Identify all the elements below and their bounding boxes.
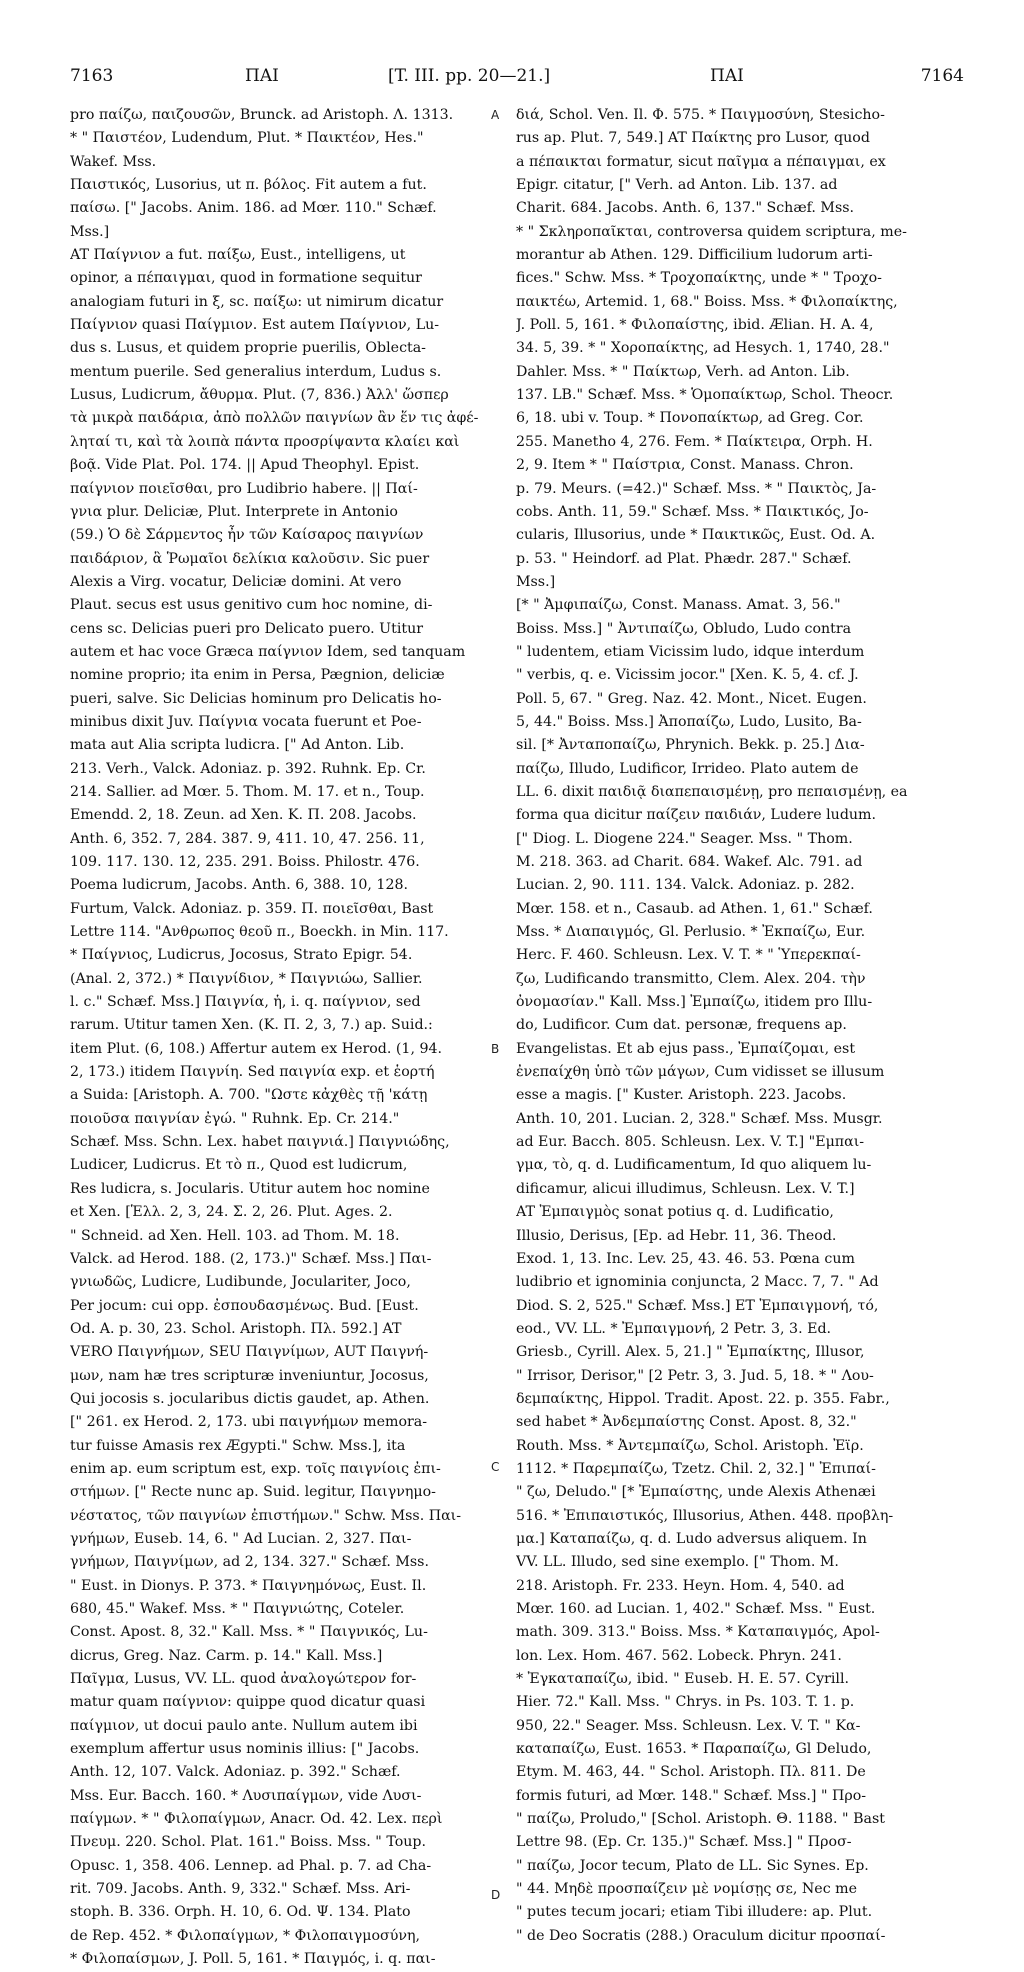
- text-line: enim ap. eum scriptum est, exp. τοῖς παιγνίοις ἐπι-: [70, 1460, 441, 1477]
- text-line: tur fuisse Amasis rex Ægypti." Schw. Mss.], ita: [70, 1437, 406, 1454]
- text-line: dificamur, alicui illudimus, Schleusn. Lex. V. T.]: [516, 1180, 855, 1197]
- text-line: 255. Manetho 4, 276. Fem. * Παίκτειρα, Orph. H.: [516, 433, 873, 450]
- text-line: Mss.]: [516, 573, 556, 590]
- text-line: math. 309. 313." Boiss. Mss. * Καταπαιγμός, Apol-: [516, 1624, 880, 1641]
- text-line: Anth. 10, 201. Lucian. 2, 328." Schæf. Mss. Musgr.: [516, 1110, 883, 1127]
- text-line: 34. 5, 39. * " Χοροπαίκτης, ad Hesych. 1, 1740, 28.": [516, 340, 890, 357]
- text-line: dicrus, Greg. Naz. Carm. p. 14." Kall. Mss.]: [70, 1647, 383, 1664]
- text-line: Poema ludicrum, Jacobs. Anth. 6, 388. 10, 128.: [70, 877, 409, 894]
- text-line: matur quam παίγνιον: quippe quod dicatur quasi: [70, 1694, 426, 1711]
- text-line: VV. LL. Illudo, sed sine exemplo. [" Thom. M.: [516, 1554, 839, 1571]
- text-line: Valck. ad Herod. 188. (2, 173.)" Schæf. Mss.] Παι-: [70, 1250, 432, 1267]
- text-line: Παῖγμα, Lusus, VV. LL. quod ἀναλογώτερον for-: [70, 1671, 417, 1688]
- text-line: ludibrio et ignominia conjuncta, 2 Macc. 7, 7. " Ad: [516, 1274, 879, 1291]
- left-page-number: 7163: [70, 66, 114, 86]
- text-line: cens sc. Delicias pueri pro Delicato puero. Utitur: [70, 620, 423, 637]
- margin-letter-d: D: [491, 1888, 501, 1902]
- text-line: 2, 9. Item * " Παίστρια, Const. Manass. Chron.: [516, 457, 854, 474]
- text-line: Mœr. 160. ad Lucian. 1, 402." Schæf. Mss. " Eust.: [516, 1601, 876, 1617]
- text-line: stoph. B. 336. Orph. H. 10, 6. Od. Ψ. 134. Plato: [70, 1904, 411, 1921]
- text-line: τὰ μικρὰ παιδάρια, ἀπὸ πολλῶν παιγνίων ἂν ἕν τις ἀφέ-: [70, 410, 479, 427]
- text-line: Lettre 98. (Ep. Cr. 135.)" Schæf. Mss.] " Προσ-: [516, 1834, 852, 1851]
- text-line: Emendd. 2, 18. Zeun. ad Xen. K. Π. 208. Jacobs.: [70, 807, 417, 824]
- text-line: mata aut Alia scripta ludicra. [" Ad Anton. Lib.: [70, 737, 405, 754]
- text-line: 950, 22." Seager. Mss. Schleusn. Lex. V. T. " Κα-: [516, 1717, 861, 1734]
- text-line: Griesb., Cyrill. Alex. 5, 21.] " Ἐμπαίκτης, Illusor,: [516, 1344, 865, 1361]
- text-line: pueri, salve. Sic Delicias hominum pro Delicatis ho-: [70, 690, 442, 707]
- left-running-title: ΠΑΙ: [245, 66, 279, 86]
- text-line: Ludicer, Ludicrus. Et τὸ π., Quod est ludicrum,: [70, 1157, 408, 1174]
- text-line: eod., VV. LL. * Ἐμπαιγμονή, 2 Petr. 3, 3. Ed.: [516, 1320, 832, 1337]
- text-line: " Schneid. ad Xen. Hell. 103. ad Thom. M. 18.: [70, 1227, 400, 1244]
- text-line: Exod. 1, 13. Inc. Lev. 25, 43. 46. 53. Pœna cum: [516, 1250, 855, 1267]
- text-line: p. 53. " Heindorf. ad Plat. Phædr. 287." Schæf.: [516, 550, 852, 567]
- text-line: Illusio, Derisus, [Ep. ad Hebr. 11, 36. Theod.: [516, 1227, 837, 1244]
- text-line: Qui jocosis s. jocularibus dictis gaudet, ap. Athen.: [70, 1390, 430, 1407]
- text-line: rarum. Utitur tamen Xen. (K. Π. 2, 3, 7.) ap. Suid.:: [70, 1017, 433, 1034]
- text-line: ληταί τι, καὶ τὰ λοιπὰ πάντα προσρίψαντα κλαίει καὶ: [70, 433, 460, 450]
- text-line: δεμπαίκτης, Hippol. Tradit. Apost. 22. p. 355. Fabr.,: [516, 1390, 890, 1407]
- text-line: opinor, a πέπαιγμαι, quod in formatione sequitur: [70, 270, 422, 287]
- text-line: lon. Lex. Hom. 467. 562. Lobeck. Phryn. 241.: [516, 1647, 842, 1664]
- text-line: 1112. * Παρεμπαίζω, Tzetz. Chil. 2, 32.] " Ἐπιπαί-: [516, 1460, 876, 1477]
- text-line: Herc. F. 460. Schleusn. Lex. V. T. * " Ὑπερεκπαί-: [516, 947, 861, 964]
- text-line: * Παίγνιος, Ludicrus, Jocosus, Strato Epigr. 54.: [70, 947, 413, 964]
- text-line: παιδάριον, ἃ Ῥωμαῖοι δελίκια καλοῦσιν. Sic puer: [70, 550, 430, 567]
- text-line: Mss.]: [70, 223, 110, 240]
- text-line: rus ap. Plut. 7, 549.] AT Παίκτης pro Lusor, quod: [516, 130, 870, 147]
- text-line: Od. A. p. 30, 23. Schol. Aristoph. Πλ. 592.] AT: [70, 1320, 402, 1337]
- text-line: (59.) Ὁ δὲ Σάρμεντος ἦν τῶν Καίσαρος παιγνίων: [70, 527, 424, 544]
- text-line: Lucian. 2, 90. 111. 134. Valck. Adoniaz. p. 282.: [516, 877, 855, 894]
- text-line: Poll. 5, 67. " Greg. Naz. 42. Mont., Nicet. Eugen.: [516, 690, 867, 707]
- text-line: γμα, τὸ, q. d. Ludificamentum, Id quo aliquem lu-: [516, 1157, 872, 1174]
- text-line: Alexis a Virg. vocatur, Deliciæ domini. At vero: [70, 573, 402, 590]
- text-line: Dahler. Mss. * " Παίκτωρ, Verh. ad Anton. Lib.: [516, 363, 850, 380]
- text-line: Anth. 12, 107. Valck. Adoniaz. p. 392." Schæf.: [70, 1764, 401, 1781]
- text-line: γνήμων, Euseb. 14, 6. " Ad Lucian. 2, 327. Παι-: [70, 1530, 412, 1547]
- text-line: Mœr. 158. et n., Casaub. ad Athen. 1, 61." Schæf.: [516, 900, 873, 917]
- text-line: παίζω, Illudo, Ludificor, Irrideo. Plato autem de: [516, 760, 859, 777]
- text-line: γνια plur. Deliciæ, Plut. Interprete in Antonio: [70, 503, 398, 520]
- text-line: * " Παιστέον, Ludendum, Plut. * Παικτέον, Hes.": [70, 130, 424, 147]
- text-line: διά, Schol. Ven. Il. Φ. 575. * Παιγμοσύνη, Stesicho-: [516, 107, 885, 123]
- left-text-column: [70, 104, 520, 1972]
- text-line: 218. Aristoph. Fr. 233. Heyn. Hom. 4, 540. ad: [516, 1577, 845, 1594]
- text-line: στήμων. [" Recte nunc ap. Suid. legitur, Παιγνημο-: [70, 1484, 436, 1501]
- text-line: Res ludicra, s. Jocularis. Utitur autem hoc nomine: [70, 1180, 430, 1197]
- right-page-number: 7164: [920, 66, 964, 86]
- text-line: Lusus, Ludicrum, ἄθυρμα. Plut. (7, 836.) Ἀλλ' ὥσπερ: [70, 387, 449, 404]
- text-line: ζω, Ludificando transmitto, Clem. Alex. 204. τὴν: [516, 970, 866, 987]
- text-line: Routh. Mss. * Ἀντεμπαίζω, Schol. Aristoph. Ἐϊρ.: [516, 1437, 864, 1454]
- text-line: * Ἐγκαταπαίζω, ibid. " Euseb. H. E. 57. Cyrill.: [516, 1671, 849, 1688]
- text-line: " Eust. in Dionys. P. 373. * Παιγνημόνως, Eust. Il.: [70, 1577, 427, 1594]
- text-line: παίγμων. * " Φιλοπαίγμων, Anacr. Od. 42. Lex. περὶ: [70, 1811, 443, 1828]
- text-line: Charit. 684. Jacobs. Anth. 6, 137." Schæf. Mss.: [516, 200, 855, 217]
- text-line: [* " Ἀμφιπαίζω, Const. Manass. Amat. 3, 56.": [516, 597, 841, 614]
- text-line: de Rep. 452. * Φιλοπαίγμων, * Φιλοπαιγμοσύνη,: [70, 1927, 420, 1944]
- text-line: morantur ab Athen. 129. Difficilium ludorum arti-: [516, 247, 873, 264]
- text-line: παίγνιον ποιεῖσθαι, pro Ludibrio habere. || Παί-: [70, 480, 418, 497]
- text-line: cobs. Anth. 11, 59." Schæf. Mss. * Παικτικός, Jo-: [516, 503, 869, 520]
- text-line: AT Παίγνιον a fut. παίξω, Eust., intelligens, ut: [70, 247, 406, 264]
- text-line: " παίζω, Jocor tecum, Plato de LL. Sic Synes. Ep.: [516, 1857, 869, 1874]
- text-line: [" 261. ex Herod. 2, 173. ubi παιγνήμων memora-: [70, 1414, 428, 1431]
- text-line: Evangelistas. Et ab ejus pass., Ἐμπαίζομαι, est: [516, 1040, 856, 1057]
- text-line: γνιωδῶς, Ludicre, Ludibunde, Joculariter, Joco,: [70, 1274, 411, 1291]
- text-line: Etym. M. 463, 44. " Schol. Aristoph. Πλ. 811. De: [516, 1764, 866, 1781]
- text-line: " Irrisor, Derisor," [2 Petr. 3, 3. Jud. 5, 18. * " Λου-: [516, 1367, 874, 1384]
- text-line: Mss. * Διαπαιγμός, Gl. Perlusio. * Ἐκπαίζω, Eur.: [516, 924, 866, 941]
- text-line: * Φιλοπαίσμων, J. Poll. 5, 161. * Παιγμός, i. q. παι-: [70, 1951, 436, 1968]
- text-line: Hier. 72." Kall. Mss. " Chrys. in Ps. 103. T. 1. p.: [516, 1694, 855, 1711]
- text-line: 214. Sallier. ad Mœr. 5. Thom. M. 17. et n., Toup.: [70, 783, 425, 800]
- text-line: ὀνομασίαν." Kall. Mss.] Ἐμπαίζω, itidem pro Illu-: [516, 994, 873, 1011]
- text-line: Boiss. Mss.] " Ἀντιπαίζω, Obludo, Ludo contra: [516, 620, 852, 637]
- text-line: καταπαίζω, Eust. 1653. * Παραπαίζω, Gl Deludo,: [516, 1741, 872, 1758]
- text-line: " ζω, Deludo." [* Ἐμπαίστης, unde Alexis Athenæi: [516, 1484, 876, 1501]
- text-line: παικτέω, Artemid. 1, 68." Boiss. Mss. * Φιλοπαίκτης,: [516, 293, 898, 310]
- text-line: AT Ἐμπαιγμὸς sonat potius q. d. Ludificatio,: [516, 1204, 834, 1221]
- text-line: [" Diog. L. Diogene 224." Seager. Mss. " Thom.: [516, 830, 853, 847]
- text-line: formis futuri, ad Mœr. 148." Schæf. Mss.] " Προ-: [516, 1787, 867, 1804]
- volume-page-range: [T. III. pp. 20—21.]: [388, 66, 551, 86]
- text-line: βοᾷ. Vide Plat. Pol. 174. || Apud Theophyl. Epist.: [70, 457, 420, 474]
- text-line: exemplum affertur usus nominis illius: [" Jacobs.: [70, 1741, 420, 1758]
- text-line: Per jocum: cui opp. ἐσπουδασμένως. Bud. [Eust.: [70, 1297, 419, 1314]
- text-line: Πνευμ. 220. Schol. Plat. 161." Boiss. Mss. " Toup.: [70, 1834, 426, 1851]
- text-line: ἐνεπαίχθη ὑπὸ τῶν μάγων, Cum vidisset se illusum: [516, 1064, 885, 1081]
- text-line: " verbis, q. e. Vicissim jocor." [Xen. K. 5, 4. cf. J.: [516, 667, 859, 684]
- text-line: rit. 709. Jacobs. Anth. 9, 332." Schæf. Mss. Ari-: [70, 1881, 411, 1898]
- text-line: Furtum, Valck. Adoniaz. p. 359. Π. ποιεῖσθαι, Bast: [70, 900, 434, 917]
- text-line: 213. Verh., Valck. Adoniaz. p. 392. Ruhnk. Ep. Cr.: [70, 760, 426, 777]
- text-line: l. c." Schæf. Mss.] Παιγνία, ἡ, i. q. παίγνιον, sed: [70, 994, 421, 1011]
- right-running-title: ΠΑΙ: [710, 66, 744, 86]
- text-line: Παιστικός, Lusorius, ut π. βόλος. Fit autem a fut.: [70, 177, 427, 194]
- text-line: item Plut. (6, 108.) Affertur autem ex Herod. (1, 94.: [70, 1040, 443, 1057]
- text-line: do, Ludificor. Cum dat. personæ, frequens ap.: [516, 1017, 847, 1034]
- running-header: [70, 62, 964, 90]
- text-line: νέστατος, τῶν παιγνίων ἐπιστήμων." Schw. Mss. Παι-: [70, 1507, 462, 1524]
- text-line: nomine proprio; ita enim in Persa, Pægnion, deliciæ: [70, 667, 445, 684]
- text-line: a πέπαικται formatur, sicut παῖγμα a πέπαιγμαι, ex: [516, 153, 886, 170]
- text-line: Const. Apost. 8, 32." Kall. Mss. * " Παιγνικός, Lu-: [70, 1624, 428, 1641]
- text-line: VERO Παιγνήμων, SEU Παιγνίμων, AUT Παιγνή-: [70, 1344, 429, 1361]
- margin-letter-b: B: [491, 1042, 500, 1056]
- text-line: autem et hac voce Græca παίγνιον Idem, sed tanquam: [70, 643, 466, 660]
- text-line: minibus dixit Juv. Παίγνια vocata fuerunt et Poe-: [70, 713, 422, 730]
- text-line: 516. * Ἐπιπαιστικός, Illusorius, Athen. 448. προβλη-: [516, 1507, 894, 1524]
- text-line: LL. 6. dixit παιδιᾷ διαπεπαισμένῃ, pro πεπαισμένῃ, ea: [516, 783, 908, 800]
- text-line: Anth. 6, 352. 7, 284. 387. 9, 411. 10, 47. 256. 11,: [70, 830, 425, 847]
- text-line: " παίζω, Proludo," [Schol. Aristoph. Θ. 1188. " Bast: [516, 1811, 885, 1828]
- text-line: sed habet * Ἀνδεμπαίστης Const. Apost. 8, 32.": [516, 1414, 857, 1431]
- text-line: mentum puerile. Sed generalius interdum, Ludus s.: [70, 363, 442, 380]
- text-line: " 44. Μηδὲ προσπαίζειν μὲ νομίσῃς σε, Nec me: [516, 1881, 857, 1898]
- text-line: μα.] Καταπαίζω, q. d. Ludo adversus aliquem. In: [516, 1530, 867, 1547]
- text-line: Plaut. secus est usus genitivo cum hoc nomine, di-: [70, 597, 433, 614]
- text-line: Mss. Eur. Bacch. 160. * Λυσιπαίγμων, vide Λυσι-: [70, 1787, 422, 1804]
- text-line: fices." Schw. Mss. * Τροχοπαίκτης, unde * " Τροχο-: [516, 270, 882, 287]
- text-line: (Anal. 2, 372.) * Παιγνίδιον, * Παιγνιώω, Sallier.: [70, 970, 423, 987]
- text-line: analogiam futuri in ξ, sc. παίξω: ut nimirum dicatur: [70, 293, 444, 310]
- text-line: 2, 173.) itidem Παιγνίη. Sed παιγνία exp. et ἑορτή: [70, 1064, 435, 1081]
- text-line: cularis, Illusorius, unde * Παικτικῶς, Eust. Od. A.: [516, 527, 876, 544]
- text-line: 5, 44." Boiss. Mss.] Ἀποπαίζω, Ludo, Lusito, Ba-: [516, 713, 862, 730]
- text-line: ad Eur. Bacch. 805. Schleusn. Lex. V. T.] "Εμπαι-: [516, 1134, 865, 1151]
- margin-letter-a: A: [491, 108, 500, 122]
- text-line: " ludentem, etiam Vicissim ludo, idque interdum: [516, 643, 865, 660]
- text-line: παίσω. [" Jacobs. Anim. 186. ad Mœr. 110." Schæf.: [70, 200, 437, 217]
- text-line: * " Σκληροπαῖκται, controversa quidem scriptura, me-: [516, 223, 907, 240]
- text-line: Diod. S. 2, 525." Schæf. Mss.] ET Ἐμπαιγμονή, τό,: [516, 1297, 879, 1314]
- right-text-column: [516, 104, 966, 1948]
- text-line: forma qua dicitur παίζειν παιδιάν, Ludere ludum.: [516, 807, 877, 824]
- text-line: Schæf. Mss. Schn. Lex. habet παιγνιά.] Παιγνιώδης,: [70, 1134, 450, 1151]
- text-line: 109. 117. 130. 12, 235. 291. Boiss. Philostr. 476.: [70, 854, 420, 870]
- text-line: J. Poll. 5, 161. * Φιλοπαίστης, ibid. Ælian. H. A. 4,: [516, 317, 874, 334]
- text-line: a Suida: [Aristoph. A. 700. "Ωστε κἀχθὲς τῇ 'κάτῃ: [70, 1087, 428, 1104]
- text-line: pro παίζω, παιζουσῶν, Brunck. ad Aristoph. Λ. 1313.: [70, 107, 454, 123]
- margin-letter-c: C: [491, 1460, 500, 1474]
- text-line: 137. LB." Schæf. Mss. * Ὁμοπαίκτωρ, Schol. Theocr.: [516, 387, 894, 404]
- text-line: 680, 45." Wakef. Mss. * " Παιγνιώτης, Coteler.: [70, 1601, 405, 1617]
- text-line: 6, 18. ubi v. Toup. * Πονοπαίκτωρ, ad Greg. Cor.: [516, 410, 864, 427]
- text-line: Opusc. 1, 358. 406. Lennep. ad Phal. p. 7. ad Cha-: [70, 1857, 432, 1874]
- text-line: Παίγνιον quasi Παίγμιον. Est autem Παίγνιον, Lu-: [70, 317, 440, 334]
- text-line: et Xen. [Ἑλλ. 2, 3, 24. Σ. 2, 26. Plut. Ages. 2.: [70, 1204, 393, 1221]
- text-line: γνήμων, Παιγνίμων, ad 2, 134. 327." Schæf. Mss.: [70, 1554, 429, 1571]
- text-line: Epigr. citatur, [" Verh. ad Anton. Lib. 137. ad: [516, 177, 838, 194]
- text-line: παίγμιον, ut docui paulo ante. Nullum autem ibi: [70, 1717, 418, 1734]
- text-line: M. 218. 363. ad Charit. 684. Wakef. Alc. 791. ad: [516, 854, 863, 870]
- text-line: dus s. Lusus, et quidem proprie puerilis, Oblecta-: [70, 340, 426, 357]
- text-line: Lettre 114. "Ανθρωπος θεοῦ π., Boeckh. in Min. 117.: [70, 924, 449, 941]
- text-line: sil. [* Ἀνταποπαίζω, Phrynich. Bekk. p. 25.] Δια-: [516, 737, 865, 754]
- text-line: ποιοῦσα παιγνίαν ἐγώ. " Ruhnk. Ep. Cr. 214.": [70, 1110, 400, 1127]
- text-line: esse a magis. [" Kuster. Aristoph. 223. Jacobs.: [516, 1087, 847, 1104]
- text-line: p. 79. Meurs. (=42.)" Schæf. Mss. * " Παικτὸς, Ja-: [516, 480, 877, 497]
- text-line: Wakef. Mss.: [70, 153, 157, 170]
- text-line: μων, nam hæ tres scripturæ inveniuntur, Jocosus,: [70, 1367, 429, 1384]
- text-line: " putes tecum jocari; etiam Tibi illudere: ap. Plut.: [516, 1904, 873, 1921]
- text-line: " de Deo Socratis (288.) Oraculum dicitur προσπαί-: [516, 1927, 886, 1944]
